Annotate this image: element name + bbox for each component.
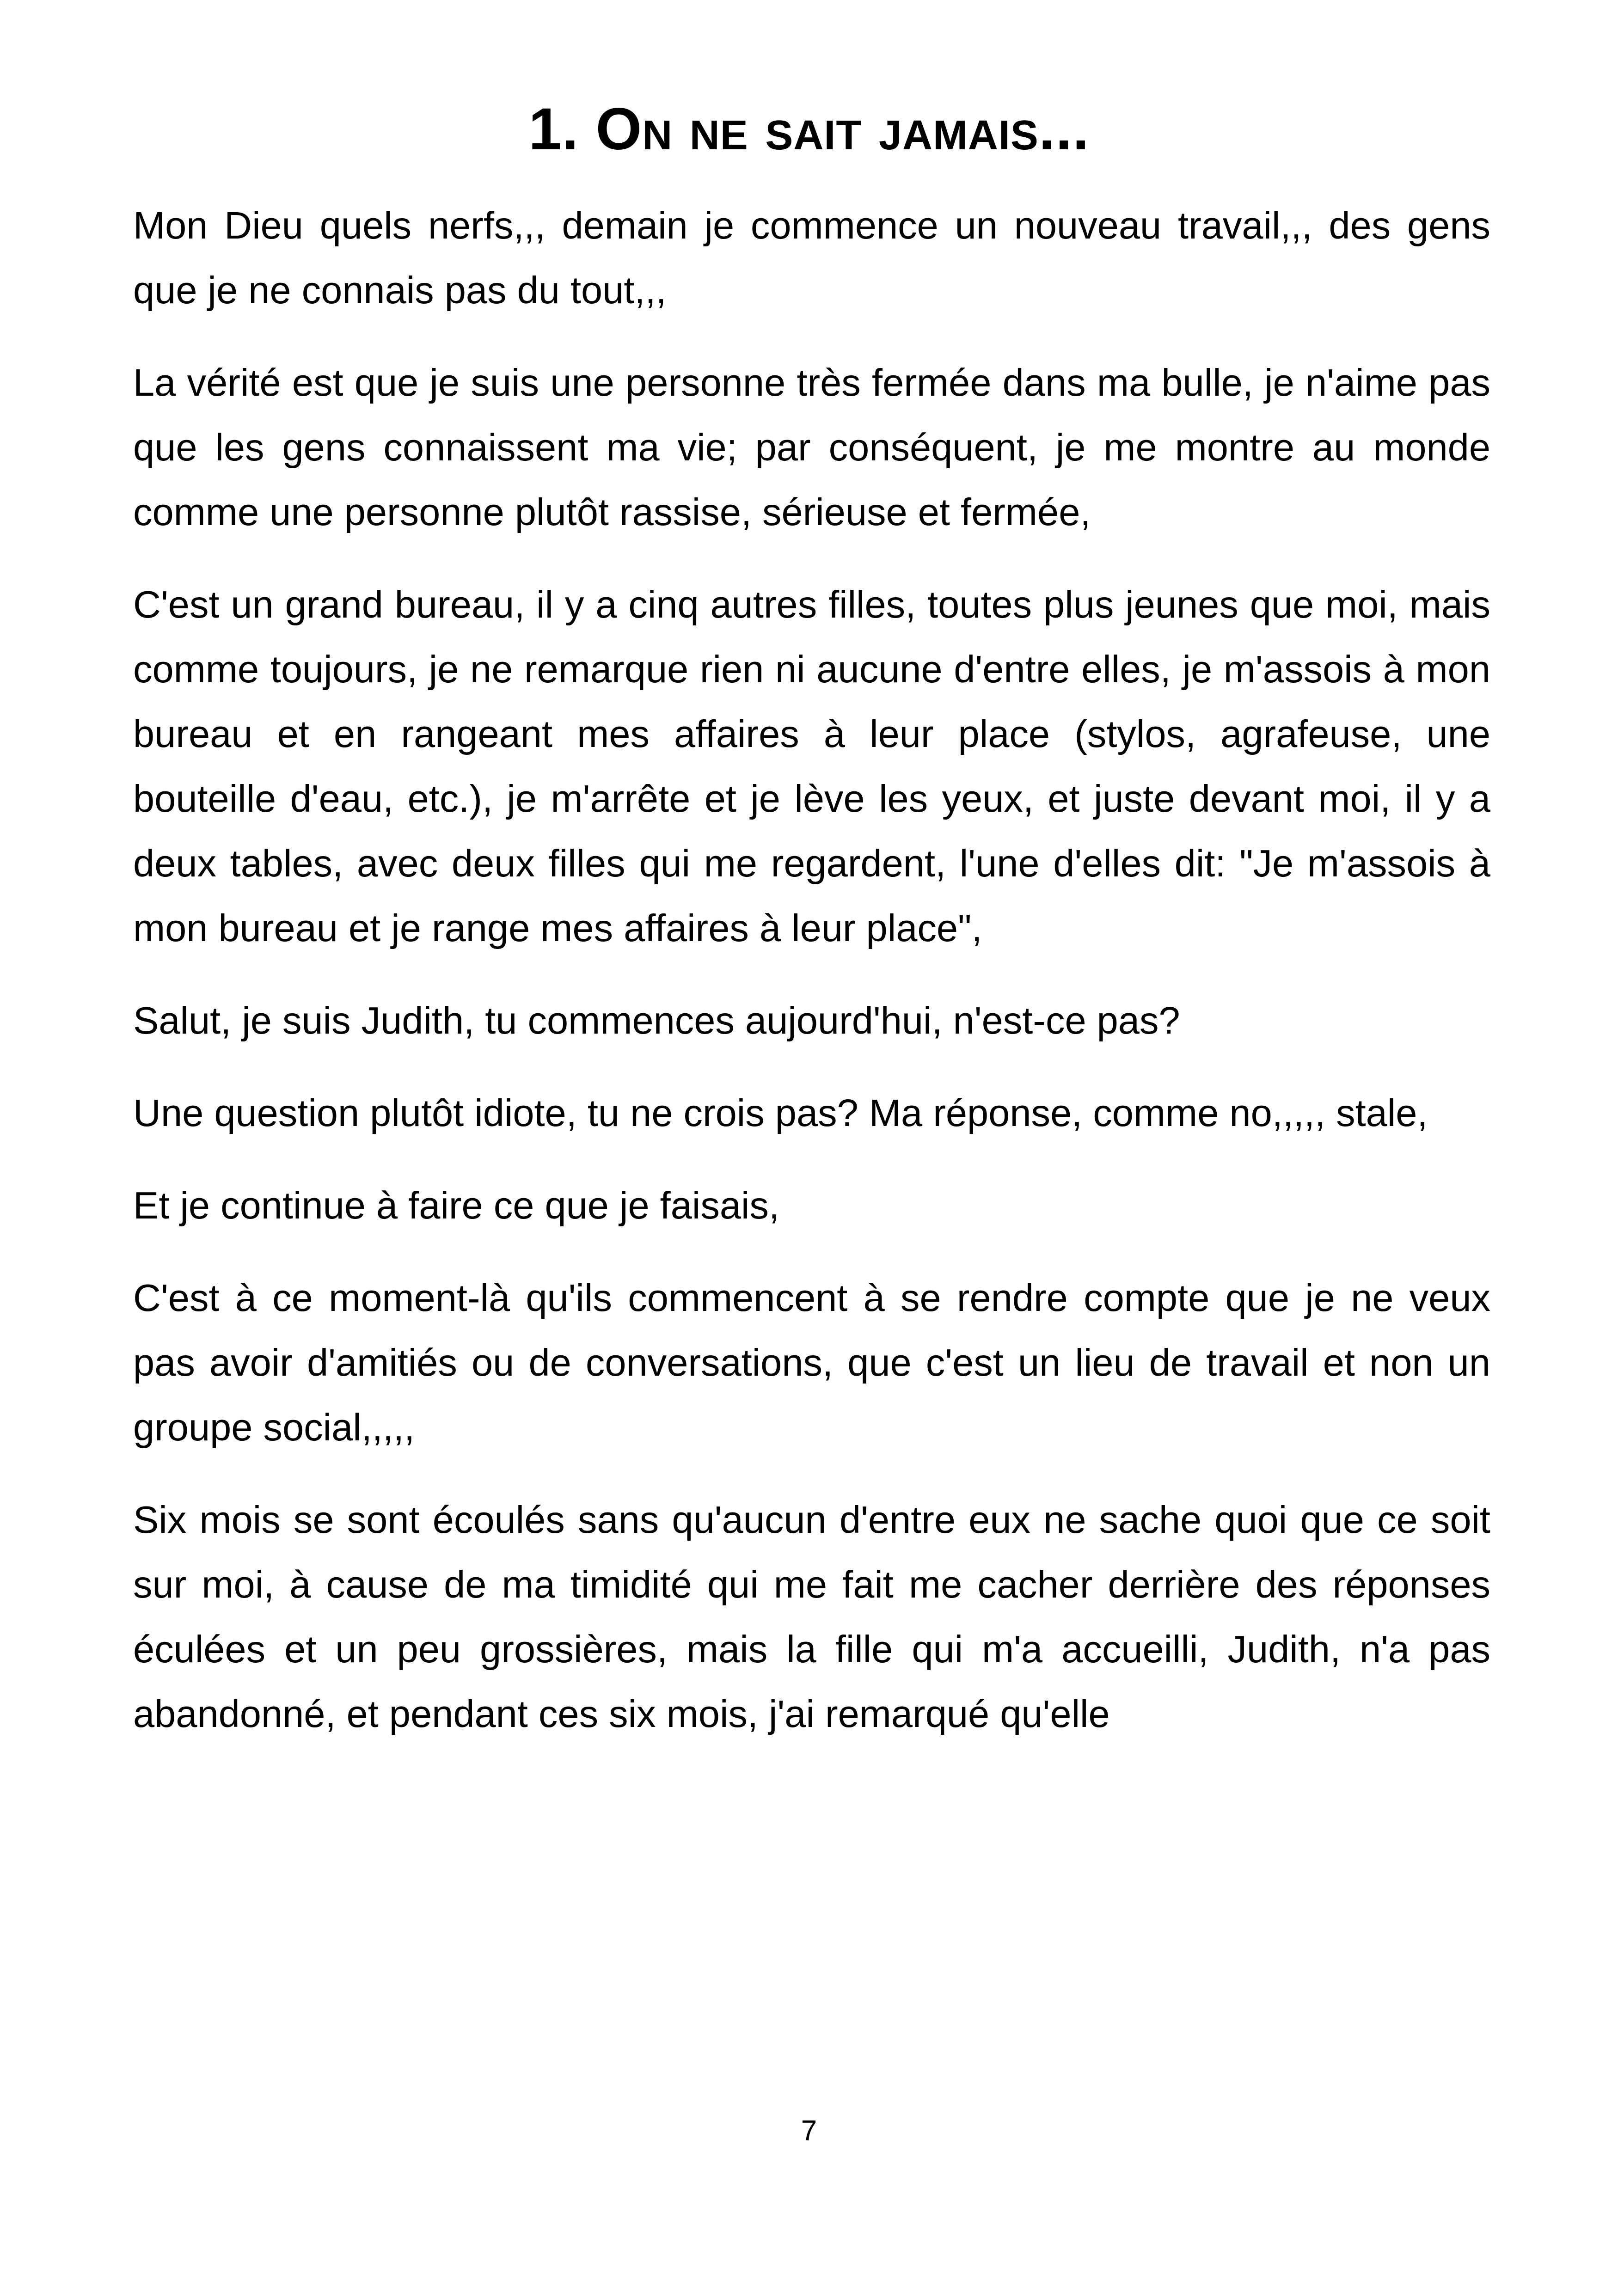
paragraph: Une question plutôt idiote, tu ne crois pas? Ma réponse, comme no,,,,, stale, (133, 1091, 1428, 1134)
paragraph: Salut, je suis Judith, tu commences aujourd'hui, n'est-ce pas? (133, 999, 1180, 1042)
page-number: 7 (801, 2115, 817, 2147)
paragraph: Mon Dieu quels nerfs,,, demain je commence un nouveau travail,,, des gens que je ne connais pas du tout,,, (133, 204, 1490, 312)
paragraph: C'est à ce moment-là qu'ils commencent à se rendre compte que je ne veux pas avoir d'amitiés ou de conversations, que c'est un lieu de travail et non un groupe social,,,,, (133, 1276, 1490, 1449)
paragraph: C'est un grand bureau, il y a cinq autres filles, toutes plus jeunes que moi, mais comme toujours, je ne remarque rien ni aucune d'entre elles, je m'assois à mon bureau et en rangeant mes affaires à leur place (stylos, agrafeuse, une bouteille d'eau, etc.), je m'arrête et je lève les yeux, et juste devant moi, il y a deux tables, avec deux filles qui me regardent, l'une d'elles dit: "Je m'assois à mon bureau et je range mes affaires à leur place", (133, 583, 1490, 949)
chapter-title: 1. On ne sait jamais... (528, 96, 1090, 162)
paragraph: La vérité est que je suis une personne très fermée dans ma bulle, je n'aime pas que les gens connaissent ma vie; par conséquent, je me montre au monde comme une personne plutôt rassise, sérieuse et fermée, (133, 361, 1490, 533)
paragraph: Et je continue à faire ce que je faisais, (133, 1184, 779, 1227)
paragraph: Six mois se sont écoulés sans qu'aucun d'entre eux ne sache quoi que ce soit sur moi, à cause de ma timidité qui me fait me cacher derrière des réponses éculées et un peu grossières, mais la fille qui m'a accueilli, Judith, n'a pas abandonné, et pendant ces six mois, j'ai remarqué qu'elle (133, 1498, 1490, 1735)
body-text (133, 193, 1490, 1746)
